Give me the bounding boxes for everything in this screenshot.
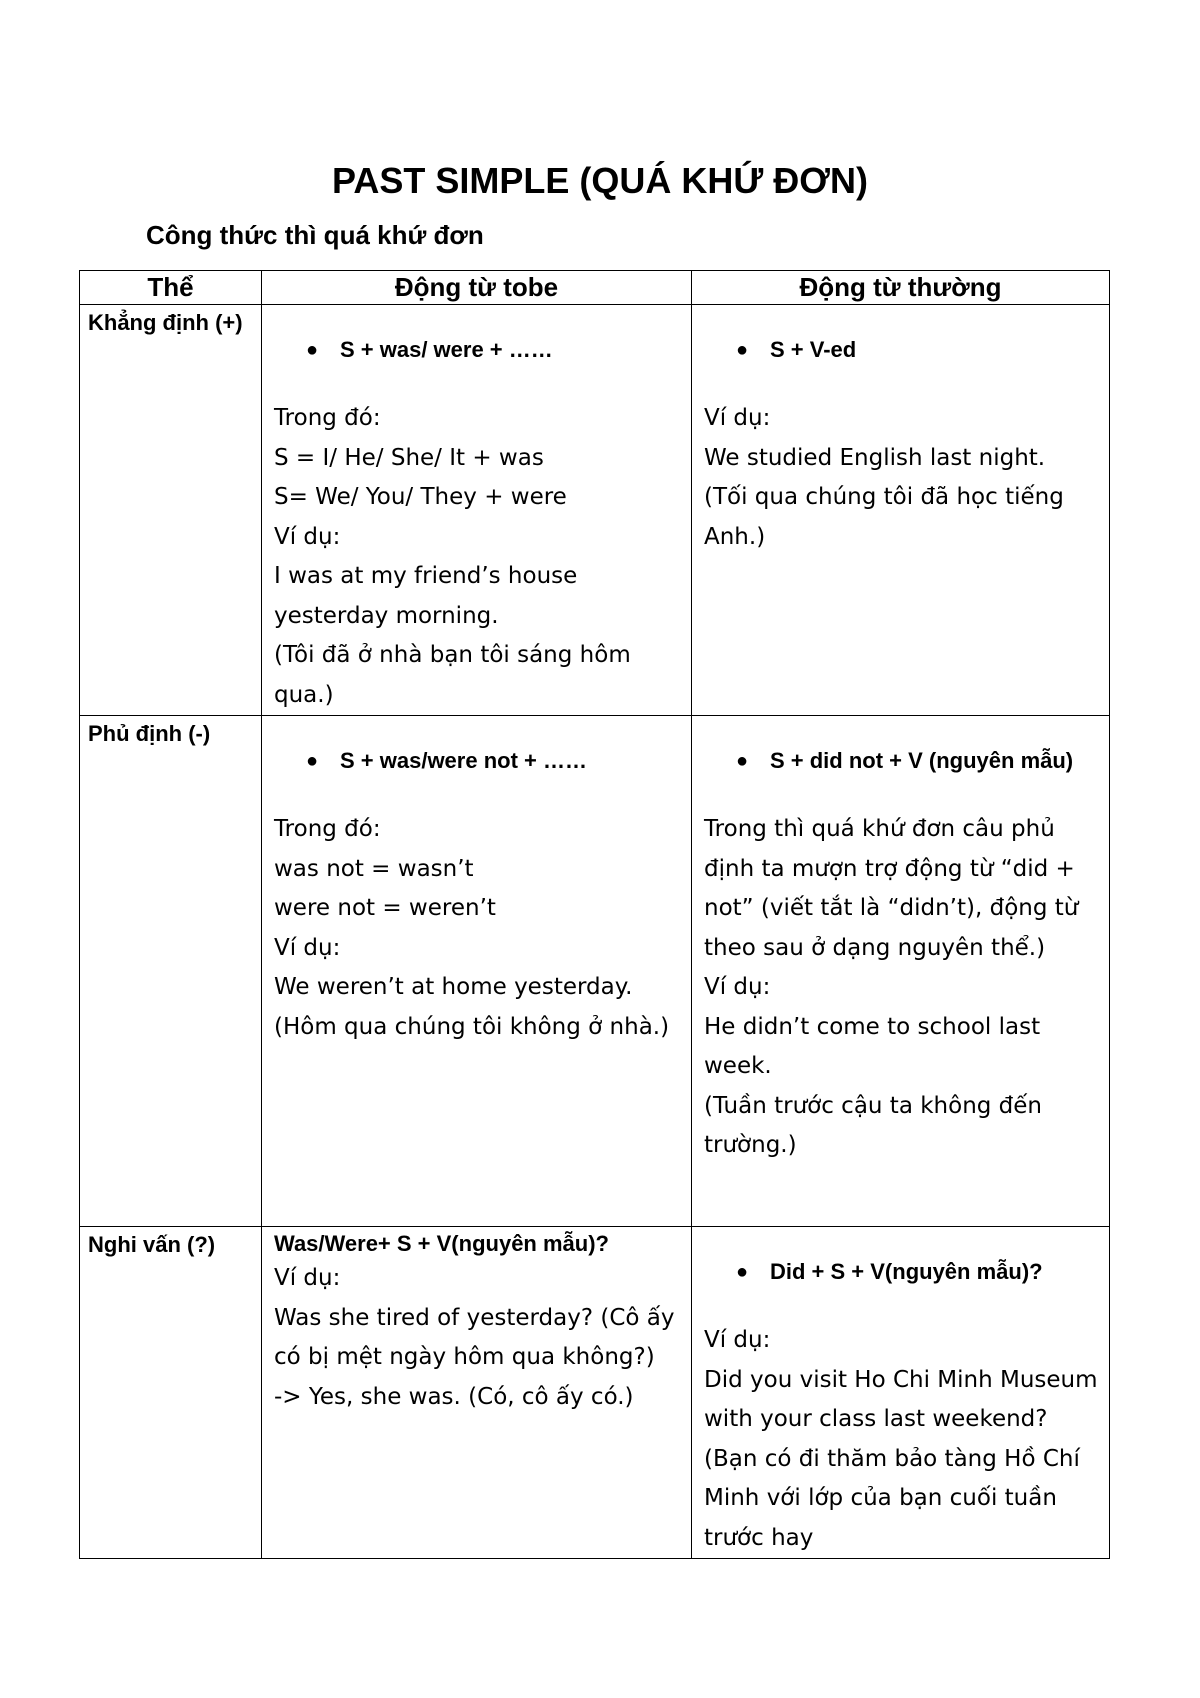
formula-bullet bbox=[306, 335, 691, 365]
tobe-cell bbox=[262, 305, 692, 716]
bullet-icon: ● bbox=[736, 339, 749, 361]
cell-line: Ví dụ: bbox=[274, 934, 341, 961]
table-row-interrogative bbox=[80, 1227, 1110, 1559]
bullet-icon: ● bbox=[306, 750, 319, 772]
cell-line: Ví dụ: bbox=[274, 1265, 341, 1291]
cell-line: were not = weren’t bbox=[274, 895, 496, 921]
cell-line: Ví dụ: bbox=[274, 523, 341, 550]
cell-line: Trong đó: bbox=[274, 405, 381, 431]
formula-text: S + was/ were + …… bbox=[340, 337, 553, 362]
cell-line: -> Yes, she was. (Có, cô ấy có.) bbox=[274, 1383, 634, 1410]
mode-cell bbox=[80, 1227, 262, 1559]
cell-line: (Tuần trước cậu ta không đến trường.) bbox=[704, 1092, 1043, 1158]
formula-text: Did + S + V(nguyên mẫu)? bbox=[770, 1259, 1043, 1284]
header-mode: Thể bbox=[80, 271, 262, 305]
mode-cell bbox=[80, 716, 262, 1227]
table-row-negative bbox=[80, 716, 1110, 1227]
formula-table bbox=[79, 270, 1110, 1559]
tobe-cell bbox=[262, 716, 692, 1227]
cell-line: Was she tired of yesterday? (Cô ấy có bị mệt ngày hôm qua không?) bbox=[274, 1304, 675, 1370]
cell-line: (Tối qua chúng tôi đã học tiếng Anh.) bbox=[704, 484, 1064, 550]
cell-line: Ví dụ: bbox=[704, 405, 771, 431]
cell-line: Ví dụ: bbox=[704, 1327, 771, 1353]
bullet-icon: ● bbox=[736, 1261, 749, 1283]
formula-bullet bbox=[306, 746, 691, 776]
cell-line: He didn’t come to school last week. bbox=[704, 1013, 1041, 1079]
formula-text: S + did not + V (nguyên mẫu) bbox=[770, 748, 1074, 773]
regular-cell bbox=[692, 1227, 1110, 1559]
page-title: PAST SIMPLE (QUÁ KHỨ ĐƠN) bbox=[332, 160, 868, 201]
bullet-icon: ● bbox=[306, 339, 319, 361]
mode-label: Khẳng định (+) bbox=[88, 310, 243, 335]
cell-line: was not = wasn’t bbox=[274, 855, 474, 882]
formula-text: S + V-ed bbox=[770, 337, 857, 362]
regular-cell bbox=[692, 716, 1110, 1227]
cell-line: Trong thì quá khứ đơn câu phủ định ta mượn trợ động từ “did + not” (viết tắt là “didn’t), động từ theo sau ở dạng nguyên thể.) bbox=[704, 816, 1079, 961]
mode-cell bbox=[80, 305, 262, 716]
formula-text: Was/Were+ S + V(nguyên mẫu)? bbox=[274, 1231, 609, 1256]
section-subtitle: Công thức thì quá khứ đơn bbox=[146, 220, 484, 250]
cell-line: (Hôm qua chúng tôi không ở nhà.) bbox=[274, 1013, 670, 1040]
cell-line: Trong đó: bbox=[274, 816, 381, 842]
header-regular: Động từ thường bbox=[692, 271, 1110, 305]
formula-bullet bbox=[736, 746, 1109, 776]
formula-bullet bbox=[736, 1257, 1109, 1287]
table-row-affirmative bbox=[80, 305, 1110, 716]
cell-line: I was at my friend’s house yesterday morning. bbox=[274, 563, 578, 629]
formula-bullet bbox=[736, 335, 1109, 365]
cell-line: We studied English last night. bbox=[704, 444, 1046, 471]
table-header-row bbox=[80, 271, 1110, 305]
mode-label: Nghi vấn (?) bbox=[88, 1232, 216, 1257]
cell-line: S = I/ He/ She/ It + was bbox=[274, 444, 544, 471]
cell-line: Did you visit Ho Chi Minh Museum with your class last weekend? (Bạn có đi thăm bảo tàng Hồ Chí Minh với lớp của bạn cuối tuần trước hay bbox=[704, 1366, 1098, 1551]
formula-text: S + was/were not + …… bbox=[340, 748, 587, 773]
cell-line: (Tôi đã ở nhà bạn tôi sáng hôm qua.) bbox=[274, 642, 631, 708]
cell-line: Ví dụ: bbox=[704, 974, 771, 1000]
header-tobe: Động từ tobe bbox=[262, 271, 692, 305]
bullet-icon: ● bbox=[736, 750, 749, 772]
cell-line: S= We/ You/ They + were bbox=[274, 484, 567, 510]
regular-cell bbox=[692, 305, 1110, 716]
tobe-cell bbox=[262, 1227, 692, 1559]
mode-label: Phủ định (-) bbox=[88, 721, 211, 746]
cell-line: We weren’t at home yesterday. bbox=[274, 974, 633, 1000]
